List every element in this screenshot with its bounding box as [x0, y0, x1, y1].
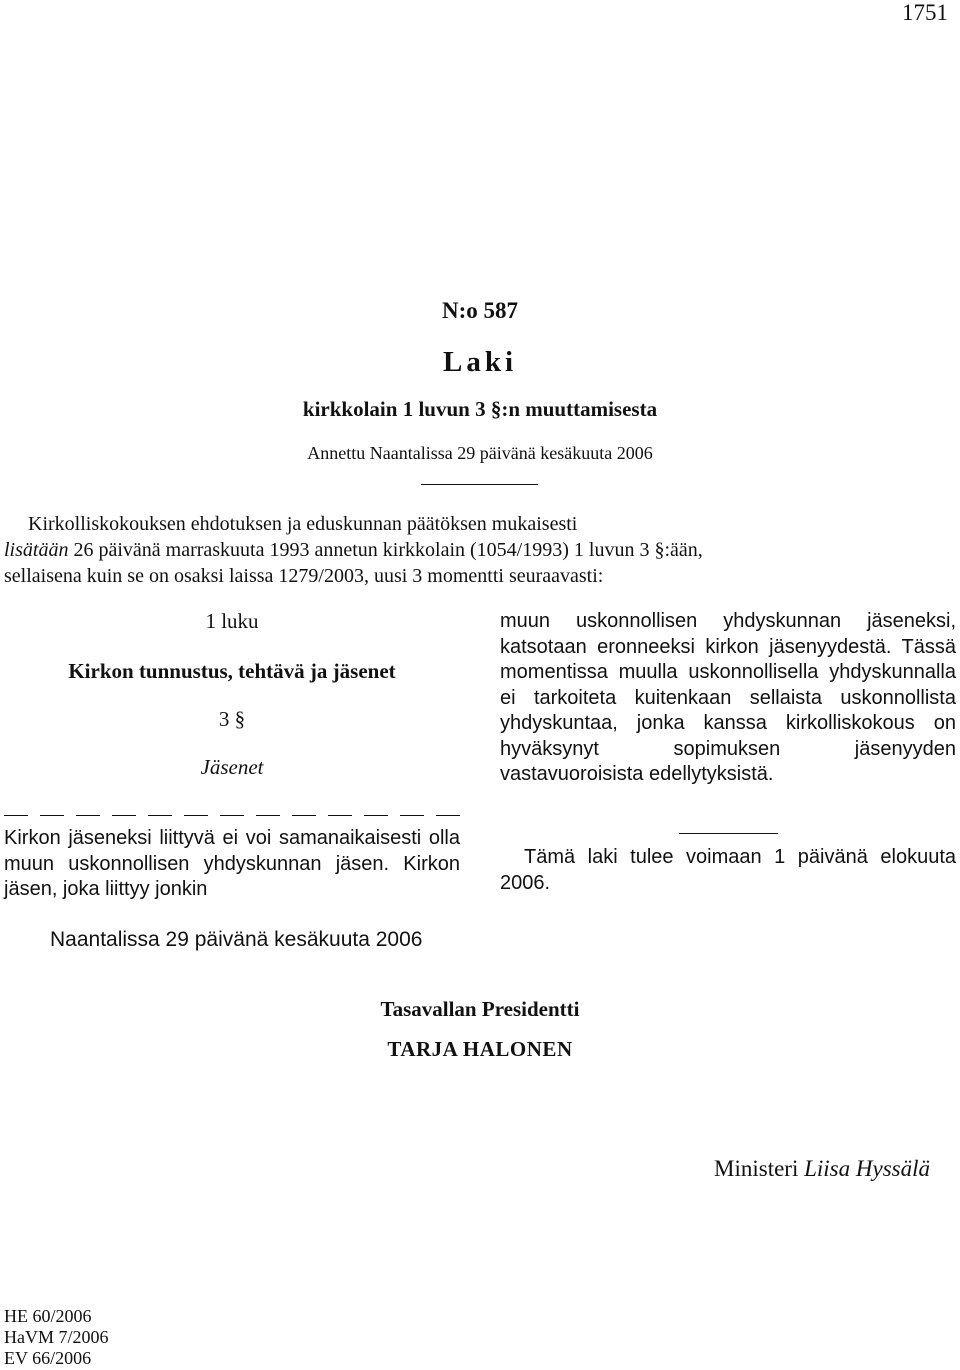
document-number: N:o 587	[441, 298, 519, 323]
dash	[328, 815, 352, 816]
omitted-text-dashes	[4, 790, 460, 816]
document-title: kirkkolain 1 luvun 3 §:n muuttamisesta	[302, 397, 658, 421]
dash	[184, 815, 208, 816]
dash	[40, 815, 64, 816]
dash	[256, 815, 280, 816]
section-title: Jäsenet	[200, 755, 264, 779]
intro-verb: lisätään	[4, 539, 69, 561]
entry-into-force: Tämä laki tulee voimaan 1 päivänä elokuuta 2006.	[500, 846, 956, 894]
dash	[436, 815, 460, 816]
minister-title: Ministeri	[714, 1156, 799, 1181]
minister-name: Liisa Hyssälä	[804, 1156, 930, 1181]
dash	[148, 815, 172, 816]
intro-line-1: Kirkolliskokouksen ehdotuksen ja eduskunnan päätöksen mukaisesti	[28, 513, 578, 535]
intro-line-3: sellaisena kuin se on osaksi laissa 1279/2003, uusi 3 momentti seuraavasti:	[4, 565, 604, 587]
section-number: 3 §	[218, 707, 246, 731]
dash	[76, 815, 100, 816]
reference-parliament-reply: EV 66/2006	[4, 1348, 92, 1368]
chapter-title: Kirkon tunnustus, tehtävä ja jäsenet	[68, 659, 396, 683]
section-paragraph-continued: muun uskonnollisen yhdyskunnan jäseneksi, katsotaan eronneeksi kirkon jäsenyydestä. Tässä momentissa muulla uskonnollisella yhdyskunnalla ei tarkoiteta kuitenkaan sellaista uskonnollista yhdyskuntaa, jonka kanssa kirkolliskokous on hyväksynyt sopimuksen jäsenyyden vastavuoroisista edellytyksistä.	[500, 610, 956, 785]
title-divider	[421, 484, 538, 485]
reference-government-proposal: HE 60/2006	[4, 1306, 92, 1326]
dash	[364, 815, 388, 816]
signature-place-date: Naantalissa 29 päivänä kesäkuuta 2006	[50, 928, 423, 951]
document-date-line: Annettu Naantalissa 29 päivänä kesäkuuta 2006	[307, 443, 653, 463]
intro-line-2-rest: 26 päivänä marraskuuta 1993 annetun kirkkolain (1054/1993) 1 luvun 3 §:ään,	[68, 539, 703, 561]
dash	[4, 815, 28, 816]
chapter-heading: 1 luku	[205, 609, 259, 633]
legislative-references	[4, 1306, 109, 1369]
page-number: 1751	[902, 0, 948, 25]
minister-signature	[714, 1156, 930, 1182]
dash	[220, 815, 244, 816]
dash	[112, 815, 136, 816]
reference-committee-report: HaVM 7/2006	[4, 1327, 109, 1347]
president-name: TARJA HALONEN	[387, 1037, 573, 1061]
intro-line-2	[4, 537, 956, 563]
intro-paragraph	[4, 511, 956, 589]
dash	[400, 815, 424, 816]
president-title: Tasavallan Presidentti	[380, 997, 580, 1021]
section-paragraph-start: Kirkon jäseneksi liittyvä ei voi samanaikaisesti olla muun uskonnollisen yhdyskunnan jäsen. Kirkon jäsen, joka liittyy jonkin	[4, 827, 460, 900]
entry-into-force-divider	[679, 833, 778, 834]
document-type: Laki	[442, 346, 518, 378]
dash	[292, 815, 316, 816]
